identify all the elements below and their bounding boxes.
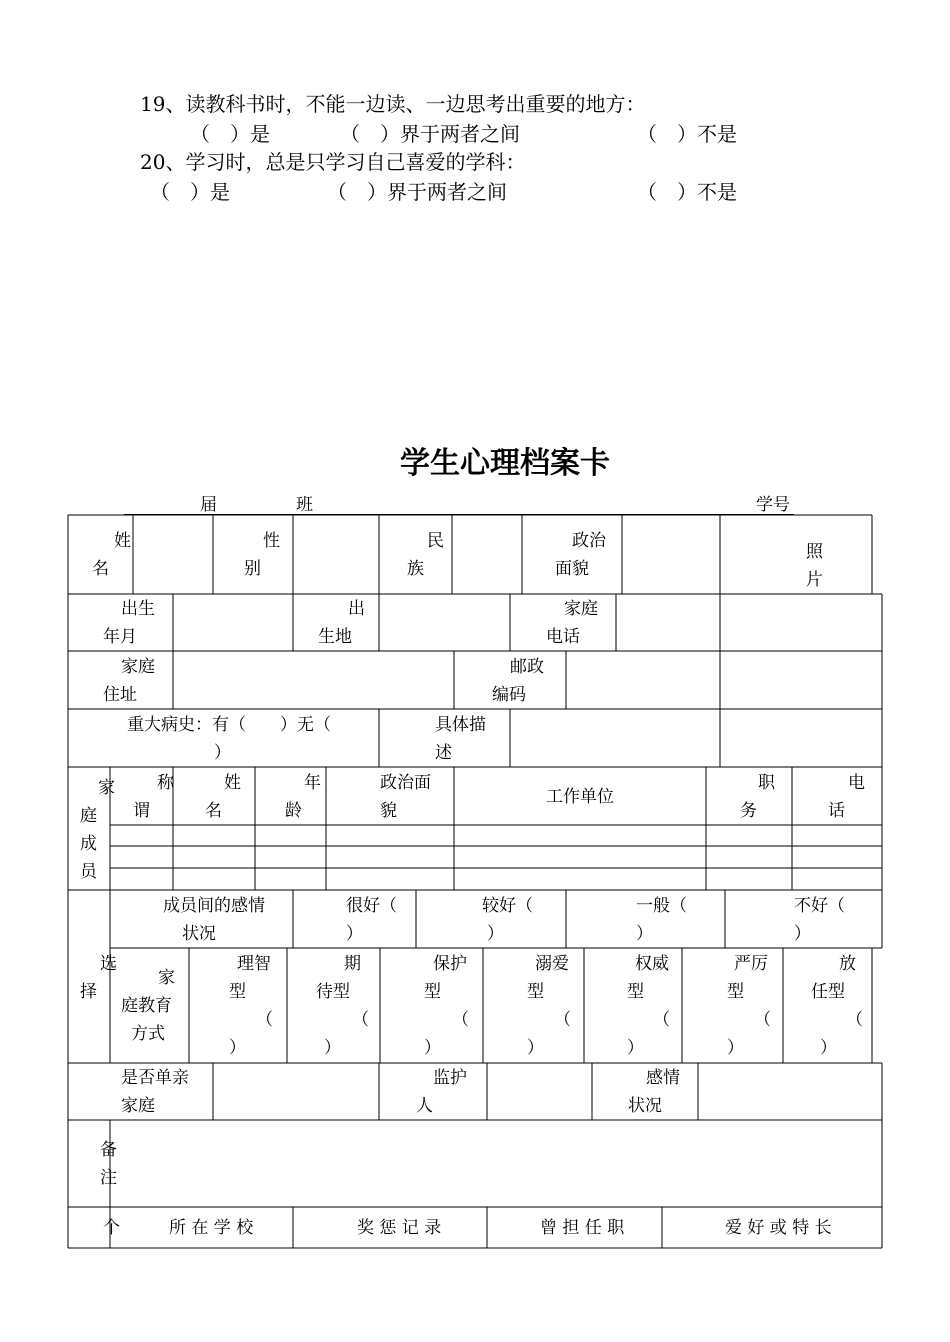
protective-type-1[interactable]: 保护 bbox=[433, 954, 467, 974]
photo-label-1: 照 bbox=[806, 542, 823, 562]
single-parent-label-1: 是否单亲 bbox=[121, 1068, 189, 1088]
emotion-average[interactable]: 一般（ bbox=[636, 896, 687, 916]
doting-type-4: ） bbox=[527, 1038, 544, 1058]
feeling-label-1: 感情 bbox=[646, 1068, 680, 1088]
doting-type-3: （ bbox=[554, 1010, 571, 1030]
age-header-1: 年 bbox=[304, 773, 321, 793]
postcode-label-1: 邮政 bbox=[510, 657, 544, 677]
strict-type-4: ） bbox=[727, 1038, 744, 1058]
home-phone-label-1: 家庭 bbox=[564, 599, 598, 619]
description-label-1: 具体描 bbox=[435, 715, 486, 735]
family-side-3: 成 bbox=[80, 834, 97, 854]
rational-type-3: （ bbox=[256, 1010, 273, 1030]
parenting-label-2: 庭教育 bbox=[121, 996, 172, 1016]
permissive-type-3: （ bbox=[846, 1010, 863, 1030]
address-label-1: 家庭 bbox=[121, 657, 155, 677]
student-number-label: 学号 bbox=[756, 495, 790, 515]
permissive-type-2: 任型 bbox=[811, 982, 845, 1002]
rational-type-4: ） bbox=[229, 1038, 246, 1058]
parenting-label-3: 方式 bbox=[131, 1024, 165, 1044]
question-19-option-yes[interactable]: （ ）是 bbox=[190, 122, 270, 146]
birthplace-label-1: 出 bbox=[348, 599, 365, 619]
doting-type-1[interactable]: 溺爱 bbox=[535, 954, 569, 974]
awards-header: 奖 惩 记 录 bbox=[357, 1218, 442, 1238]
workplace-header: 工作单位 bbox=[546, 787, 614, 807]
permissive-type-4: ） bbox=[820, 1038, 837, 1058]
name-label-2: 名 bbox=[92, 559, 109, 579]
strict-type-2: 型 bbox=[727, 982, 744, 1002]
protective-type-2: 型 bbox=[424, 982, 441, 1002]
birth-label-1: 出生 bbox=[121, 599, 155, 619]
birth-label-2: 年月 bbox=[103, 627, 137, 647]
emotion-bad[interactable]: 不好（ bbox=[794, 896, 845, 916]
doting-type-2: 型 bbox=[527, 982, 544, 1002]
member-politics-header-1: 政治面 bbox=[380, 773, 431, 793]
position-header-2: 务 bbox=[740, 801, 757, 821]
emotion-very-good-end: ） bbox=[346, 924, 363, 944]
grade-label: 届 bbox=[200, 495, 217, 515]
class-label: 班 bbox=[296, 495, 313, 515]
expectant-type-3: （ bbox=[352, 1010, 369, 1030]
politics-label-1: 政治 bbox=[572, 531, 606, 551]
protective-type-3: （ bbox=[452, 1010, 469, 1030]
family-side-1: 家 bbox=[98, 778, 115, 798]
gender-label-1: 性 bbox=[263, 531, 280, 551]
personal-side-label: 个 bbox=[103, 1218, 120, 1238]
emotion-label-1: 成员间的感情 bbox=[163, 896, 265, 916]
emotion-good[interactable]: 较好（ bbox=[482, 896, 533, 916]
hobby-header: 爱 好 或 特 长 bbox=[725, 1218, 832, 1238]
single-parent-label-2: 家庭 bbox=[121, 1096, 155, 1116]
select-side-2: 择 bbox=[80, 982, 97, 1002]
remarks-label-2: 注 bbox=[100, 1168, 117, 1188]
family-side-2: 庭 bbox=[80, 806, 97, 826]
guardian-label-1: 监护 bbox=[433, 1068, 467, 1088]
authoritative-type-4: ） bbox=[627, 1038, 644, 1058]
gender-label-2: 别 bbox=[244, 559, 261, 579]
question-20-option-no[interactable]: （ ）不是 bbox=[637, 180, 737, 204]
remarks-label-1: 备 bbox=[100, 1140, 117, 1160]
phone-header-2: 话 bbox=[828, 801, 845, 821]
phone-header-1: 电 bbox=[848, 773, 865, 793]
illness-history-label: 重大病史：有（ ）无（ bbox=[127, 715, 331, 735]
guardian-label-2: 人 bbox=[416, 1096, 433, 1116]
authoritative-type-1[interactable]: 权威 bbox=[635, 954, 669, 974]
member-name-header-2: 名 bbox=[205, 801, 222, 821]
expectant-type-4: ） bbox=[324, 1038, 341, 1058]
question-20-option-yes[interactable]: （ ）是 bbox=[150, 180, 230, 204]
ethnicity-label-2: 族 bbox=[407, 559, 424, 579]
strict-type-3: （ bbox=[754, 1010, 771, 1030]
family-side-4: 员 bbox=[80, 862, 97, 882]
emotion-average-end: ） bbox=[636, 924, 653, 944]
member-name-header-1: 姓 bbox=[224, 773, 241, 793]
politics-label-2: 面貌 bbox=[555, 559, 589, 579]
protective-type-4: ） bbox=[424, 1038, 441, 1058]
member-politics-header-2: 貌 bbox=[380, 801, 397, 821]
age-header-2: 龄 bbox=[285, 801, 302, 821]
authoritative-type-3: （ bbox=[653, 1010, 670, 1030]
question-19-text: 19、读教科书时，不能一边读、一边思考出重要的地方： bbox=[140, 92, 646, 116]
home-phone-label-2: 电话 bbox=[546, 627, 580, 647]
description-label-2: 述 bbox=[435, 743, 452, 763]
strict-type-1[interactable]: 严厉 bbox=[734, 954, 768, 974]
expectant-type-2: 待型 bbox=[316, 982, 350, 1002]
ethnicity-label-1: 民 bbox=[427, 531, 444, 551]
rational-type-1[interactable]: 理智 bbox=[237, 954, 271, 974]
expectant-type-1[interactable]: 期 bbox=[344, 954, 361, 974]
illness-history-label-end: ） bbox=[214, 743, 231, 763]
question-20-text: 20、学习时，总是只学习自己喜爱的学科： bbox=[140, 150, 526, 174]
authoritative-type-2: 型 bbox=[627, 982, 644, 1002]
question-20-option-between[interactable]: （ ）界于两者之间 bbox=[327, 180, 507, 204]
emotion-very-good[interactable]: 很好（ bbox=[346, 896, 397, 916]
select-side-1: 选 bbox=[100, 954, 117, 974]
card-title: 学生心理档案卡 bbox=[400, 446, 610, 481]
question-19-option-between[interactable]: （ ）界于两者之间 bbox=[340, 122, 520, 146]
relation-header-1: 称 bbox=[157, 773, 174, 793]
relation-header-2: 谓 bbox=[133, 801, 150, 821]
birthplace-label-2: 生地 bbox=[318, 627, 352, 647]
permissive-type-1[interactable]: 放 bbox=[839, 954, 856, 974]
postcode-label-2: 编码 bbox=[492, 685, 526, 705]
emotion-good-end: ） bbox=[487, 924, 504, 944]
address-label-2: 住址 bbox=[103, 685, 137, 705]
parenting-label-1: 家 bbox=[158, 968, 175, 988]
photo-label-2: 片 bbox=[806, 570, 823, 590]
duty-header: 曾 担 任 职 bbox=[540, 1218, 625, 1238]
feeling-label-2: 状况 bbox=[628, 1096, 662, 1116]
emotion-label-2: 状况 bbox=[182, 924, 216, 944]
question-19-option-no[interactable]: （ ）不是 bbox=[637, 122, 737, 146]
rational-type-2: 型 bbox=[229, 982, 246, 1002]
name-label-1: 姓 bbox=[114, 531, 131, 551]
school-header: 所 在 学 校 bbox=[169, 1218, 254, 1238]
position-header-1: 职 bbox=[758, 773, 775, 793]
emotion-bad-end: ） bbox=[794, 924, 811, 944]
